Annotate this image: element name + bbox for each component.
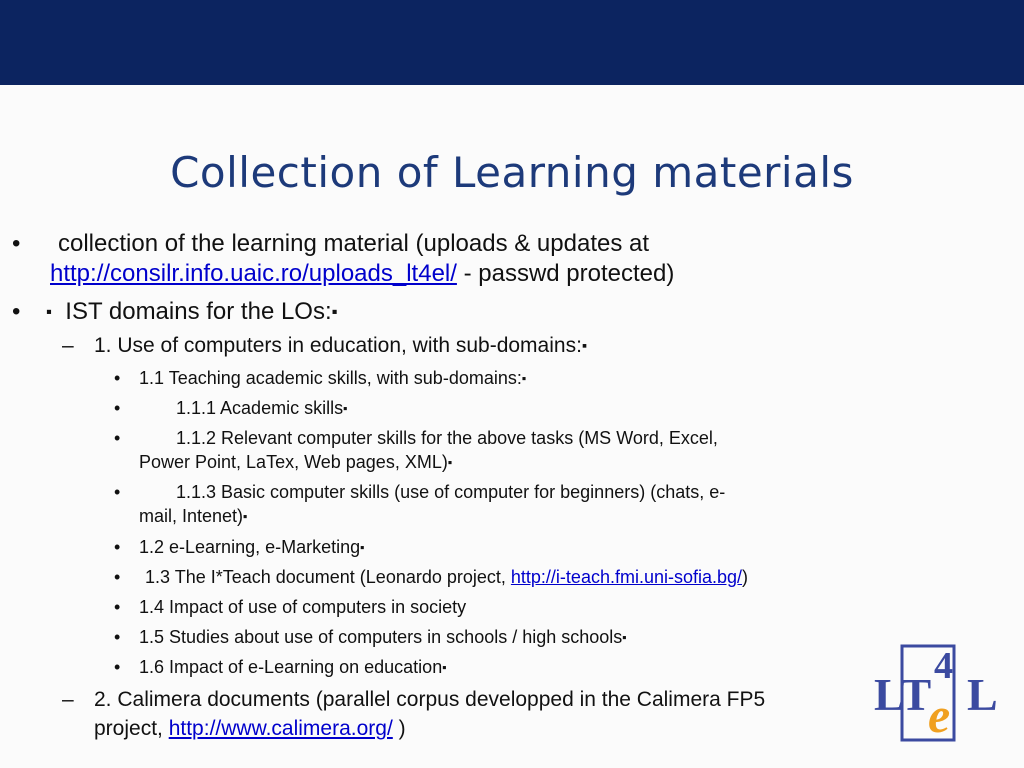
sub1-text: 1. Use of computers in education, with sub-domains: (94, 334, 582, 357)
item-text: 1.5 Studies about use of computers in schools / high schools (139, 627, 623, 647)
item-text: 1.3 The I*Teach document (Leonardo project, (145, 567, 511, 587)
bullet-marker: • (114, 428, 121, 448)
square-marker: ▪ (46, 302, 52, 321)
bullet1-text: collection of the learning material (uploads & updates at (58, 230, 650, 257)
item-text: 1.1.3 Basic computer skills (use of computer for beginners) (chats, e- (176, 482, 726, 502)
lt4el-logo (872, 638, 1007, 746)
sub2-line1 (94, 686, 765, 714)
logo-e: e (928, 687, 951, 743)
item-1-5 (139, 626, 627, 649)
square-marker: ▪ (521, 371, 527, 386)
square-marker: ▪ (442, 660, 447, 675)
square-marker: ▪ (360, 540, 365, 555)
square-marker: ▪ (622, 630, 627, 645)
square-marker: ▪ (581, 338, 588, 355)
bullet-marker: • (114, 627, 121, 647)
item-1-1 (139, 367, 526, 390)
item-text: 1.4 Impact of use of computers in society (139, 597, 467, 617)
slide-title: Collection of Learning materials (170, 148, 854, 197)
item-text: 1.1.1 Academic skills (176, 398, 344, 418)
bullet-marker: • (114, 368, 121, 388)
item-text: 1.6 Impact of e-Learning on education (139, 657, 443, 677)
item-text: 1.2 e-Learning, e-Marketing (139, 537, 361, 557)
item-1-6 (139, 656, 447, 679)
bullet1-line2 (50, 258, 674, 289)
bullet-marker: • (114, 537, 121, 557)
iteach-link[interactable]: http://i-teach.fmi.uni-sofia.bg/ (510, 567, 743, 587)
logo-letters: LT (874, 669, 932, 720)
item-1-3 (145, 566, 748, 588)
dash-marker: – (62, 334, 74, 357)
bullet-marker: • (12, 230, 21, 257)
logo-letter-l: L (967, 669, 998, 720)
logo-digit: 4 (934, 645, 953, 687)
sub2-text: 2. Calimera documents (parallel corpus developped in the Calimera FP5 (94, 688, 766, 711)
bullet2-line (46, 296, 338, 327)
bullet-marker: • (114, 657, 121, 677)
square-marker: ▪ (331, 302, 338, 321)
item-text: 1.1 Teaching academic skills, with sub-domains: (139, 368, 522, 388)
item-text: mail, Intenet) (139, 506, 244, 526)
sub2-line2 (94, 715, 406, 743)
item-1-1-3-line2 (139, 505, 248, 528)
header-bar (0, 0, 1024, 85)
dash-marker: – (62, 688, 74, 711)
square-marker: ▪ (343, 401, 348, 416)
item-text: ) (742, 567, 749, 587)
item-text: 1.1.2 Relevant computer skills for the above tasks (MS Word, Excel, (176, 428, 718, 448)
sub1-line (94, 332, 587, 360)
calimera-link[interactable]: http://www.calimera.org/ (168, 717, 393, 740)
square-marker: ▪ (447, 455, 453, 470)
item-1-2 (139, 536, 365, 559)
square-marker: ▪ (243, 509, 248, 524)
bullet-marker: • (12, 298, 21, 325)
bullet-marker: • (114, 597, 121, 617)
sub2-text: ) (392, 717, 406, 740)
sub2-text: project, (94, 717, 169, 740)
item-1-1-2 (176, 427, 718, 449)
bullet-marker: • (114, 567, 121, 587)
item-1-1-2-line2 (139, 451, 452, 474)
item-text: Power Point, LaTex, Web pages, XML) (139, 452, 448, 472)
bullet-marker: • (114, 398, 121, 418)
uploads-link[interactable]: http://consilr.info.uaic.ro/uploads_lt4el/ (50, 260, 457, 287)
bullet2-text: IST domains for the LOs: (65, 298, 332, 326)
item-1-1-1 (176, 397, 348, 420)
item-1-4 (139, 596, 466, 618)
bullet1-suffix: - passwd protected) (456, 260, 675, 287)
item-1-1-3 (176, 481, 725, 503)
bullet-marker: • (114, 482, 121, 502)
